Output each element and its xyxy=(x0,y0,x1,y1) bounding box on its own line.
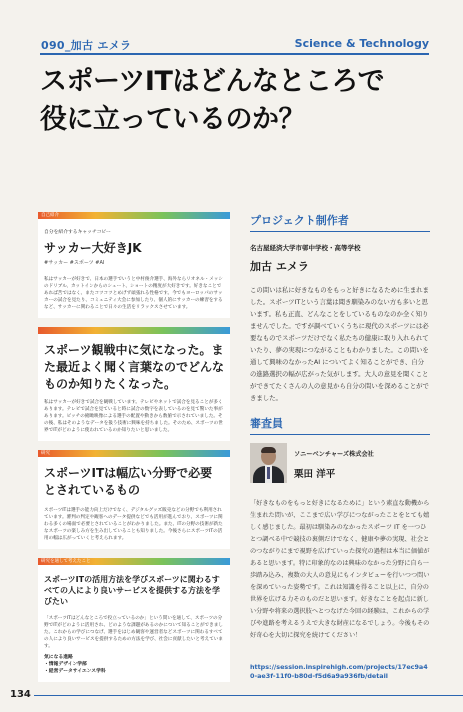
card-tag-bar xyxy=(38,450,230,457)
footer-divider xyxy=(34,695,463,696)
header-divider xyxy=(40,53,429,55)
card-tag-bar xyxy=(38,327,230,334)
school-name: 名古屋経済大学市邨中学校・高等学校 xyxy=(250,244,361,252)
card-tag-bar xyxy=(38,212,230,219)
jury-section-title: 審査員 xyxy=(250,417,283,430)
card-tag-bar xyxy=(38,558,230,565)
intro-hashtags: #サッカー #スポーツ #AI xyxy=(44,260,105,266)
jury-name: 栗田 洋平 xyxy=(294,469,336,480)
author-text: この問いは私に好きなものをもっと好きになるために生まれました。スポーツITという言葉は聞き馴染みのない方も多いと思います。私も正直、どんなことをしているものなのか全く知りませんでした。ですが調べていくうちに現代のスポーツには必要なものでスポーツだけでなく私たちの健康に取り入れられていたり、夢の実現につながることもわかりました。この問いを通して興味のなかったAI についてよく知ることができ、自分の進路選択の幅が広がった気がします。大人の意見を聞くことができてたくさんの人の意見から自分の問いを深めることができました。 xyxy=(250,286,429,402)
card-tag: 研究を通して考えたこと xyxy=(41,559,91,564)
career-item: ・情報デザイン学部 xyxy=(44,662,87,667)
research-card xyxy=(38,450,230,549)
author-name: 加古 エメラ xyxy=(250,260,309,273)
category-label: Science & Technology xyxy=(294,37,429,50)
jury-company: ソニーベンチャーズ株式会社 xyxy=(294,451,374,458)
project-id-label: 090_加古 エメラ xyxy=(41,39,132,52)
title-line-2: 役に立っているのか？ xyxy=(40,104,305,135)
reflection-card xyxy=(38,558,230,682)
card-tag: 自己紹介 xyxy=(41,213,59,218)
motivation-title: スポーツ観戦中に気になった。また最近よく聞く言葉なのでどんなものか知りたくなった。 xyxy=(44,343,225,391)
card-tag: 研究 xyxy=(41,451,50,456)
jury-comment: 「好きなものをもっと好きになるために」という素直な動機から生まれた問いが、ここまで広い学びにつながったことをとても嬉しく感じました。最初は馴染みのなかったスポーツ IT を一つひとつ調べる中で競技の裏側だけでなく、健康や夢の実現、社会とのつながりにまで視野を広げていった探究の過程は本当に価値があると思います。特に印象的なのは興味のなかった分野に自ら一歩踏み込み、複数の大人の意見にもインタビューを行いつつ問いを深めていった姿勢です。これは知識を得ること以上に、自分の世界を広げる力そのものだと思います。好きなことを起点に新しい分野や将来の選択肢へとつなげた今回の経験は、これからの学びや進路を考えるうえで大きな財産になるでしょう。今後もその好奇心を大切に探究を続けてください！ xyxy=(250,500,430,639)
page-number: 134 xyxy=(10,689,31,700)
intro-kicker: 自分を紹介するキャッチコピー xyxy=(44,230,111,235)
section-divider xyxy=(250,434,430,435)
left-column xyxy=(38,212,230,682)
intro-card xyxy=(38,212,230,318)
title-line-1: スポーツITはどんなところで xyxy=(40,66,385,97)
reflection-title: スポーツITの活用方法を学びスポーツに関わるすべての人により良いサービスを提供する方法を学びたい xyxy=(44,575,220,606)
motivation-card xyxy=(38,327,230,441)
research-body: スポーツITは選手の能力向上だけでなく、デジタルグッズ販売などの分野でも利用されています。審判の判定や観客へのデータ提供などでも活用が進んでおり、スポーツに関わる多くの場面で必要とされていることがわかりました。また、ITの分野の技術が新たなスポーツの楽しみ方を生み出していることも知りました。今後さらにスポーツITの活用の幅は広がっていくと考えられます。 xyxy=(44,508,223,541)
career-list-label: 気になる進路 xyxy=(44,655,73,660)
research-title: スポーツITは幅広い分野で必要とされているもの xyxy=(44,466,213,497)
jury-photo xyxy=(250,443,287,483)
reflection-body: 「スポーツITはどんなところで役立っているのか」という問いを通して、スポーツの分野でITがどのように活用され、どのような課題があるのかについて知ることができました。これからの学びにつなげ、選手をはじめ観客や運営者などスポーツに関わるすべての人により良いサービスを提供するための方法を学び、社会に貢献したいと考えています。 xyxy=(44,616,223,649)
intro-body: 私はサッカーが好きで、日本の選手でいうと中村俊介選手、海外ならリオネル・メッシのドリブル、カットインからのシュート、ショートの精度が大好きです。好きなことであれば苦ではなく、またコツコツとめげず頑張れる性格です。今でもヨーロッパのサッカーの試合を見たり、コミュニティ大会に参加したり、個人的にサッカーの練習をするなど、サッカーに関わることで日々の生活をリラックスさせています。 xyxy=(44,277,223,310)
career-item: ・経営データサイエンス学科 xyxy=(44,669,106,674)
project-url-link[interactable]: https://session.inspirehigh.com/projects/17ec9a40-ae3f-11f0-b80d-f5d6a9a936fb/detail xyxy=(250,663,428,680)
page-title xyxy=(40,63,440,139)
intro-title: サッカー大好きJK xyxy=(44,241,142,255)
section-divider xyxy=(250,231,430,232)
creator-section-title: プロジェクト制作者 xyxy=(250,214,349,227)
right-column xyxy=(250,212,430,642)
motivation-body: 私はサッカーが好きで試合を観戦しています。テレビやネットで試合を見ることが多くあります。テレビで試合を見ていると時に試合の数字を表しているのを見て驚いた事があります。ピッチの俯瞰映像による選手の配置や動きから数値で示されていました。その後、私はそのようなデータを扱う技術に興味を持ちました。そのため、スポーツの世界でITがどのように使われているのか知りたいと思いました。 xyxy=(44,400,223,433)
